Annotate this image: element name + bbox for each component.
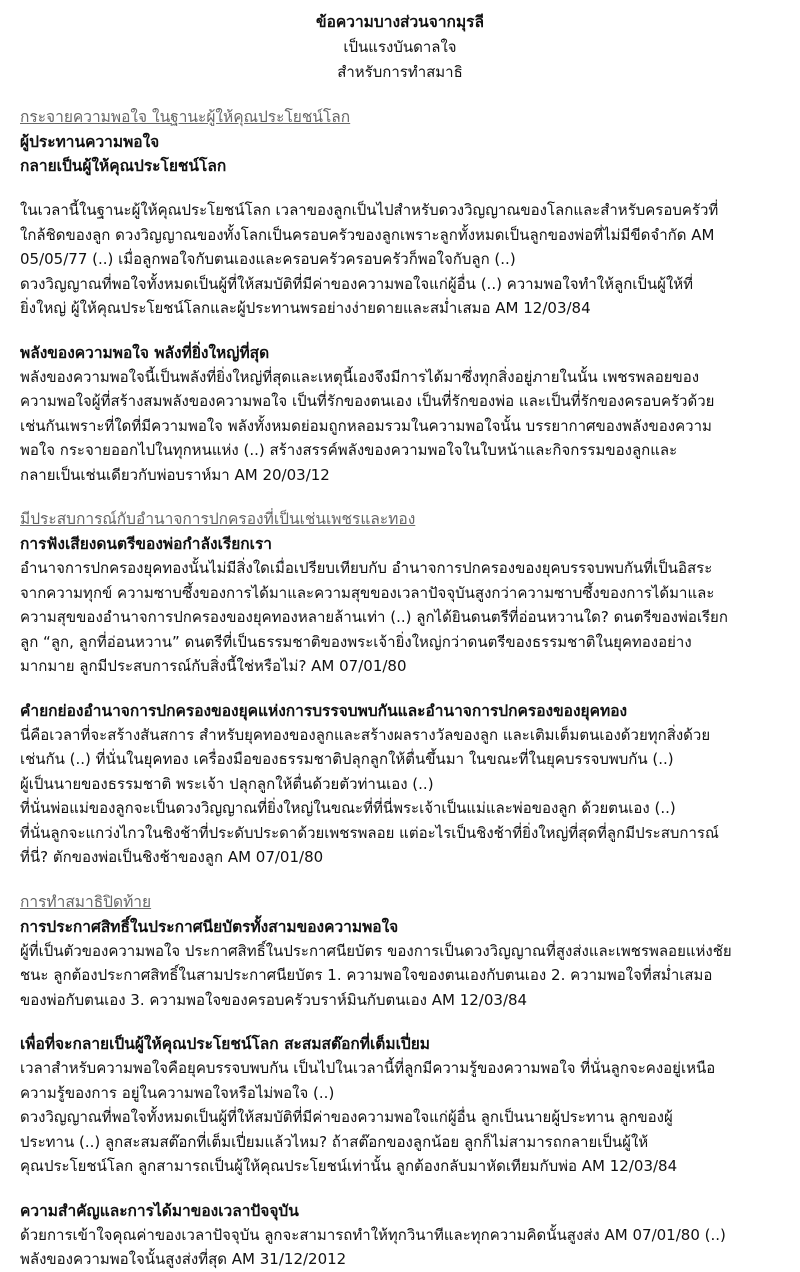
paragraph-line: มากมาย ลูกมีประสบการณ์กับสิ่งนี้ใช่หรือไม่? AM 07/01/80 bbox=[20, 657, 407, 675]
paragraph-line: ใกล้ชิดของลูก ดวงวิญญาณของทั้งโลกเป็นครอบครัวของลูกเพราะลูกทั้งหมดเป็นลูกของพ่อที่ไม่มีขีดจำกัด AM bbox=[20, 225, 715, 244]
paragraph-line: เช่นกันเพราะที่ใดที่มีความพอใจ พลังทั้งหมดย่อมถูกหลอมรวมในความพอใจนั้น บรรยากาศของพลังของความ bbox=[20, 416, 712, 435]
paragraph-line: พอใจ กระจายออกไปในทุกหนแห่ง (..) สร้างสรรค์พลังของความพอใจในใบหน้าและกิจกรรมของลูกและ bbox=[20, 441, 678, 459]
section-3-paragraph-3 bbox=[20, 1223, 780, 1272]
section-1 bbox=[20, 105, 780, 487]
paragraph-line: ยิ่งใหญ่ ผู้ให้คุณประโยชน์โลกและผู้ประทานพรอย่างง่ายดายและสม่ำเสมอ AM 12/03/84 bbox=[20, 299, 591, 317]
paragraph-line: ที่นั่นพ่อแม่ของลูกจะเป็นดวงวิญญาณที่ยิ่งใหญ่ในขณะที่ที่นี่พระเจ้าเป็นแม่และพ่อของลูก ด้วยตนเอง (..) bbox=[20, 799, 676, 817]
paragraph-line: ด้วยการเข้าใจคุณค่าของเวลาปัจจุบัน ลูกจะสามารถทำให้ทุกวินาทีและทุกความคิดนั้นสูงส่ง AM 07/01/80 (..) bbox=[20, 1225, 726, 1244]
paragraph-line: ผู้เป็นนายของธรรมชาติ พระเจ้า ปลุกลูกให้ตื่นด้วยตัวท่านเอง (..) bbox=[20, 774, 434, 793]
document-subtitle-2: สำหรับการทำสมาธิ bbox=[337, 63, 463, 81]
paragraph-line: ของพ่อกับตนเอง 3. ความพอใจของครอบครัวบราห์มินกับตนเอง AM 12/03/84 bbox=[20, 990, 528, 1009]
paragraph-line: ที่นี่? ตักของพ่อเป็นชิงช้าของลูก AM 07/01/80 bbox=[20, 848, 324, 866]
section-1-paragraph-2 bbox=[20, 365, 780, 488]
paragraph-line: คุณประโยชน์โลก ลูกสามารถเป็นผู้ให้คุณประโยชน์เท่านั้น ลูกต้องกลับมาหัดเทียมกับพ่อ AM 12/03/84 bbox=[20, 1157, 678, 1175]
section-3-paragraph-1 bbox=[20, 939, 780, 1013]
section-2-title: มีประสบการณ์กับอำนาจการปกครองที่เป็นเช่นเพชรและทอง bbox=[20, 510, 416, 528]
section-3-title: การทำสมาธิปิดท้าย bbox=[20, 892, 152, 911]
paragraph-line: ดวงวิญญาณที่พอใจทั้งหมดเป็นผู้ที่ให้สมบัติที่มีค่าของความพอใจแก่ผู้อื่น (..) ความพอใจทำให้ลูกเป็นผู้ให้ที่ bbox=[20, 274, 694, 293]
paragraph-line: ความสุขของอำนาจการปกครองของยุคทองหลายล้านเท่า (..) ลูกได้ยินดนตรีที่อ่อนหวานใด? ดนตรีของพ่อเรียก bbox=[20, 608, 728, 626]
document-subtitle-1: เป็นแรงบันดาลใจ bbox=[343, 38, 457, 56]
paragraph-line: ลูก “ลูก, ลูกที่อ่อนหวาน” ดนตรีที่เป็นธรรมชาติของพระเจ้ายิ่งใหญ่กว่าดนตรีของธรรมชาติในยุคทองอย่าง bbox=[20, 632, 692, 651]
section-2-subheading-2: คำยกย่องอำนาจการปกครองของยุคแห่งการบรรจบพบกันและอำนาจการปกครองของยุคทอง bbox=[20, 701, 628, 720]
section-1-subheading-2: พลังของความพอใจ พลังที่ยิ่งใหญ่ที่สุด bbox=[20, 343, 270, 362]
paragraph-line: ดวงวิญญาณที่พอใจทั้งหมดเป็นผู้ที่ให้สมบัติที่มีค่าของความพอใจแก่ผู้อื่น ลูกเป็นนายผู้ประทาน ลูกของผู้ bbox=[20, 1108, 673, 1126]
paragraph-line: 05/05/77 (..) เมื่อลูกพอใจกับตนเองและครอบครัวครอบครัวก็พอใจกับลูก (..) bbox=[20, 250, 516, 268]
paragraph-line: จากความทุกข์ ความซาบซึ้งของการได้มาและความสุขของเวลาปัจจุบันสูงกว่าความซาบซึ้งของการได้มาและ bbox=[20, 583, 715, 602]
document-title: ข้อความบางส่วนจากมุรลี bbox=[316, 13, 484, 31]
section-1-heading-1: ผู้ประทานความพอใจ bbox=[20, 133, 160, 151]
section-2-subheading-1: การฟังเสียงดนตรีของพ่อกำลังเรียกเรา bbox=[20, 535, 272, 553]
section-1-paragraph-1 bbox=[20, 198, 780, 321]
paragraph-line: นี่คือเวลาที่จะสร้างสันสการ สำหรับยุคทองของลูกและสร้างผลรางวัลของลูก และเติมเต็มตนเองด้วยทุกสิ่งด้วย bbox=[20, 725, 711, 744]
section-3-paragraph-2 bbox=[20, 1056, 780, 1179]
paragraph-line: ผู้ที่เป็นตัวของความพอใจ ประกาศสิทธิ์ในประกาศนียบัตร ของการเป็นดวงวิญญาณที่สูงส่งและเพชรพลอยแห่งชัย bbox=[20, 941, 732, 960]
paragraph-line: ที่นั่นลูกจะแกว่งไกวในชิงช้าที่ประดับประดาด้วยเพชรพลอย แต่อะไรเป็นชิงช้าที่ยิ่งใหญ่ที่สุดที่ลูกมีประสบการณ์ bbox=[20, 823, 719, 842]
section-3 bbox=[20, 890, 780, 1272]
document-header bbox=[20, 10, 780, 85]
paragraph-line: อำนาจการปกครองยุคทองนั้นไม่มีสิ่งใดเมื่อเปรียบเทียบกับ อำนาจการปกครองของยุคบรรจบพบกันที่เป็นอิสระ bbox=[20, 559, 713, 577]
paragraph-line: กลายเป็นเช่นเดียวกับพ่อบราห์มา AM 20/03/12 bbox=[20, 465, 330, 484]
section-2 bbox=[20, 507, 780, 870]
paragraph-line: ความพอใจผู้ที่สร้างสมพลังของความพอใจ เป็นที่รักของตนเอง เป็นที่รักของพ่อ และเป็นที่รักของครอบครัวด้วย bbox=[20, 392, 715, 410]
section-2-paragraph-2 bbox=[20, 723, 780, 870]
paragraph-line: ในเวลานี้ในฐานะผู้ให้คุณประโยชน์โลก เวลาของลูกเป็นไปสำหรับดวงวิญญาณของโลกและสำหรับครอบครัวที่ bbox=[20, 201, 719, 219]
paragraph-line: เช่นกัน (..) ที่นั่นในยุคทอง เครื่องมือของธรรมชาติปลุกลูกให้ตื่นขึ้นมา ในขณะที่ในยุคบรรจบพบกัน (..) bbox=[20, 750, 674, 768]
paragraph-line: เวลาสำหรับความพอใจคือยุคบรรจบพบกัน เป็นไปในเวลานี้ที่ลูกมีความรู้ของความพอใจ ที่นั่นลูกจะคงอยู่เหนือ bbox=[20, 1059, 716, 1077]
paragraph-line: ความรู้ของการ อยู่ในความพอใจหรือไม่พอใจ (..) bbox=[20, 1083, 335, 1102]
paragraph-line: พลังของความพอใจนั้นสูงส่งที่สุด AM 31/12/2012 bbox=[20, 1250, 347, 1268]
section-3-subheading-1: การประกาศสิทธิ์ในประกาศนียบัตรทั้งสามของความพอใจ bbox=[20, 917, 399, 936]
paragraph-line: พลังของความพอใจนี้เป็นพลังที่ยิ่งใหญ่ที่สุดและเหตุนี้เองจึงมีการได้มาซึ่งทุกสิ่งอยู่ภายในนั้น เพชรพลอยของ bbox=[20, 367, 700, 386]
section-1-title: กระจายความพอใจ ในฐานะผู้ให้คุณประโยชน์โลก bbox=[20, 108, 351, 126]
paragraph-line: ชนะ ลูกต้องประกาศสิทธิ์ในสามประกาศนียบัตร 1. ความพอใจของตนเองกับตนเอง 2. ความพอใจที่สม่ำเสมอ bbox=[20, 966, 713, 984]
paragraph-line: ประทาน (..) ลูกสะสมสต๊อกที่เต็มเปี่ยมแล้วไหม? ถ้าสต๊อกของลูกน้อย ลูกก็ไม่สามารถกลายเป็นผู้ให้ bbox=[20, 1132, 649, 1151]
section-2-paragraph-1 bbox=[20, 556, 780, 679]
section-3-subheading-3: ความสำคัญและการได้มาของเวลาปัจจุบัน bbox=[20, 1201, 299, 1220]
section-3-subheading-2: เพื่อที่จะกลายเป็นผู้ให้คุณประโยชน์โลก สะสมสต๊อกที่เต็มเปี่ยม bbox=[20, 1035, 431, 1053]
section-1-heading-2: กลายเป็นผู้ให้คุณประโยชน์โลก bbox=[20, 157, 227, 175]
